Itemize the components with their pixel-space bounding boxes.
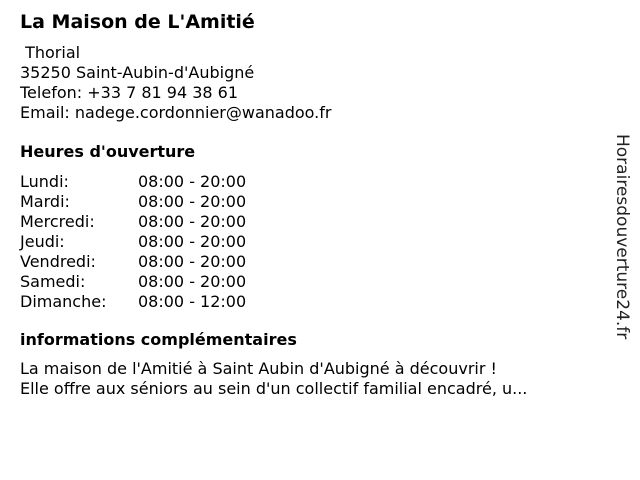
site-watermark: Horairesdouverture24.fr — [612, 134, 632, 340]
hours-time: 08:00 - 20:00 — [138, 272, 247, 291]
hours-row — [20, 252, 600, 272]
hours-time: 08:00 - 20:00 — [138, 172, 247, 191]
hours-day: Mardi: — [20, 192, 70, 211]
hours-day: Jeudi: — [20, 232, 65, 251]
hours-row — [20, 172, 600, 192]
contact-block — [20, 43, 600, 123]
address-street: Thorial — [20, 43, 81, 62]
hours-day: Samedi: — [20, 272, 86, 291]
hours-day: Vendredi: — [20, 252, 96, 271]
hours-row — [20, 272, 600, 292]
hours-time: 08:00 - 20:00 — [138, 192, 247, 211]
info-line: Elle offre aux séniors au sein d'un collectif familial encadré, u... — [20, 379, 528, 398]
business-name: La Maison de L'Amitié — [20, 11, 255, 33]
business-card — [20, 10, 600, 399]
info-text — [20, 359, 600, 399]
hours-time: 08:00 - 12:00 — [138, 292, 247, 311]
phone-line: Telefon: +33 7 81 94 38 61 — [20, 83, 239, 102]
hours-time: 08:00 - 20:00 — [138, 212, 247, 231]
hours-row — [20, 212, 600, 232]
email-line: Email: nadege.cordonnier@wanadoo.fr — [20, 103, 332, 122]
hours-time: 08:00 - 20:00 — [138, 232, 247, 251]
hours-row — [20, 232, 600, 252]
hours-row — [20, 292, 600, 312]
hours-day: Mercredi: — [20, 212, 95, 231]
hours-day: Lundi: — [20, 172, 69, 191]
opening-hours-list — [20, 172, 600, 312]
address-city: 35250 Saint-Aubin-d'Aubigné — [20, 63, 255, 82]
hours-day: Dimanche: — [20, 292, 107, 311]
info-line: La maison de l'Amitié à Saint Aubin d'Aubigné à découvrir ! — [20, 359, 497, 378]
hours-heading: Heures d'ouverture — [20, 142, 196, 161]
hours-time: 08:00 - 20:00 — [138, 252, 247, 271]
hours-row — [20, 192, 600, 212]
info-heading: informations complémentaires — [20, 330, 297, 349]
